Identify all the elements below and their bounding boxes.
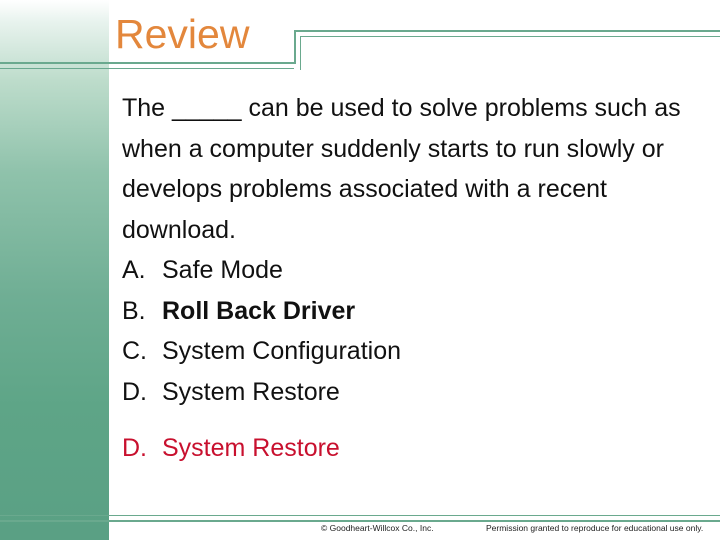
footer-permission: Permission granted to reproduce for educational use only. <box>486 523 704 533</box>
header-rule-right-outer <box>294 30 720 32</box>
option-text: System Configuration <box>162 337 402 365</box>
option-d <box>122 372 702 413</box>
header-rule-vertical-inner <box>300 36 301 70</box>
option-a <box>122 250 702 291</box>
option-b <box>122 291 702 332</box>
option-letter: A. <box>122 256 146 284</box>
header-rule-vertical-outer <box>294 30 296 64</box>
option-text: System Restore <box>162 377 340 406</box>
option-letter: D. <box>122 377 147 406</box>
footer-rule-bottom <box>0 520 720 522</box>
header-rule-bottom <box>0 68 294 69</box>
answer-text: System Restore <box>162 434 340 462</box>
header-rule-right-inner <box>300 36 720 37</box>
question-text: The _____ can be used to solve problems such as when a computer suddenly starts to run slowly or develops problems associated with a recent download. <box>122 94 681 244</box>
option-text: Roll Back Driver <box>162 296 356 325</box>
slide-body <box>122 88 702 412</box>
footer-rule-top <box>0 515 720 516</box>
option-letter: C. <box>122 337 147 365</box>
header-rule-top <box>0 62 294 64</box>
option-text: Safe Mode <box>162 256 283 284</box>
answer-reveal <box>122 428 340 468</box>
sidebar-gradient <box>0 0 109 540</box>
slide-title: Review <box>115 11 250 57</box>
footer-copyright: © Goodheart-Willcox Co., Inc. <box>321 523 434 533</box>
option-letter: B. <box>122 296 146 325</box>
option-c <box>122 331 702 372</box>
answer-letter: D. <box>122 434 147 462</box>
